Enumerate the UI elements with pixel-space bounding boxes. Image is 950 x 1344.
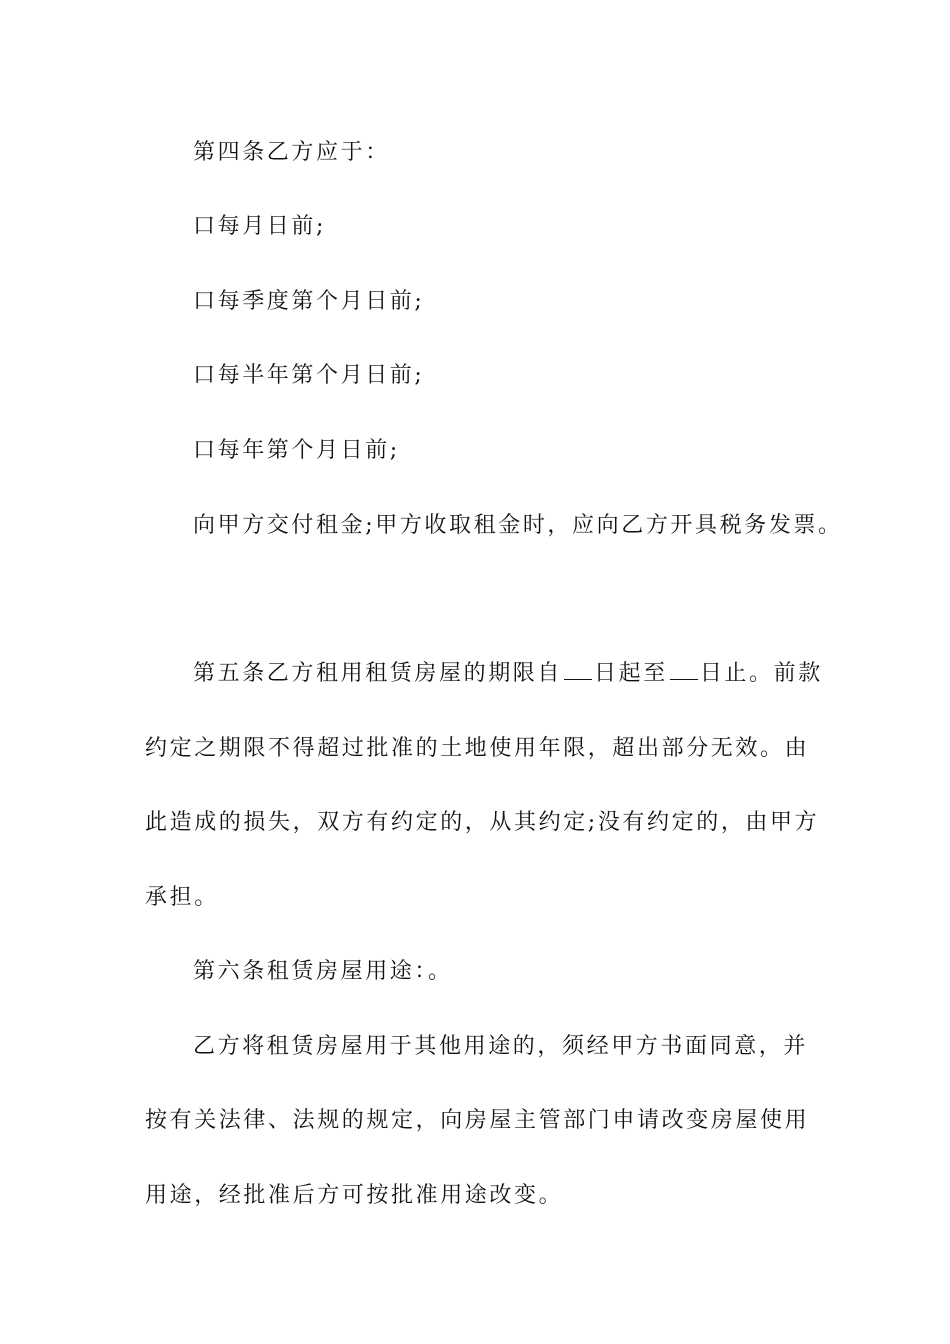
article4-heading: 第四条乙方应于： xyxy=(193,140,390,165)
article5-line-1 xyxy=(193,659,823,689)
article4-option-monthly: 口每月日前; xyxy=(193,214,327,239)
article5-line-2: 约定之期限不得超过批准的土地使用年限，超出部分无效。由 xyxy=(145,736,810,761)
article5-line-1-part-a: 第五条乙方租用租赁房屋的期限自 xyxy=(193,661,563,686)
article6-line-3: 用途，经批准后方可按批准用途改变。 xyxy=(145,1183,564,1208)
article5-line-1-part-c: 日止。前款 xyxy=(699,661,823,686)
article5-line-3: 此造成的损失，双方有约定的，从其约定;没有约定的，由甲方 xyxy=(145,810,820,835)
start-date-blank xyxy=(564,659,592,680)
article4-option-quarterly: 口每季度第个月日前; xyxy=(193,289,425,314)
article6-line-1: 乙方将租赁房屋用于其他用途的，须经甲方书面同意，并 xyxy=(193,1034,809,1059)
article6-line-2: 按有关法律、法规的规定，向房屋主管部门申请改变房屋使用 xyxy=(145,1108,810,1133)
article4-option-annual: 口每年第个月日前; xyxy=(193,438,400,463)
article4-option-semiannual: 口每半年第个月日前; xyxy=(193,363,425,388)
article6-heading: 第六条租赁房屋用途：。 xyxy=(193,959,453,984)
article5-line-4: 承担。 xyxy=(145,885,219,910)
article4-payment-text: 向甲方交付租金;甲方收取租金时，应向乙方开具税务发票。 xyxy=(193,513,843,538)
article5-line-1-part-b: 日起至 xyxy=(594,661,668,686)
end-date-blank xyxy=(670,659,698,680)
